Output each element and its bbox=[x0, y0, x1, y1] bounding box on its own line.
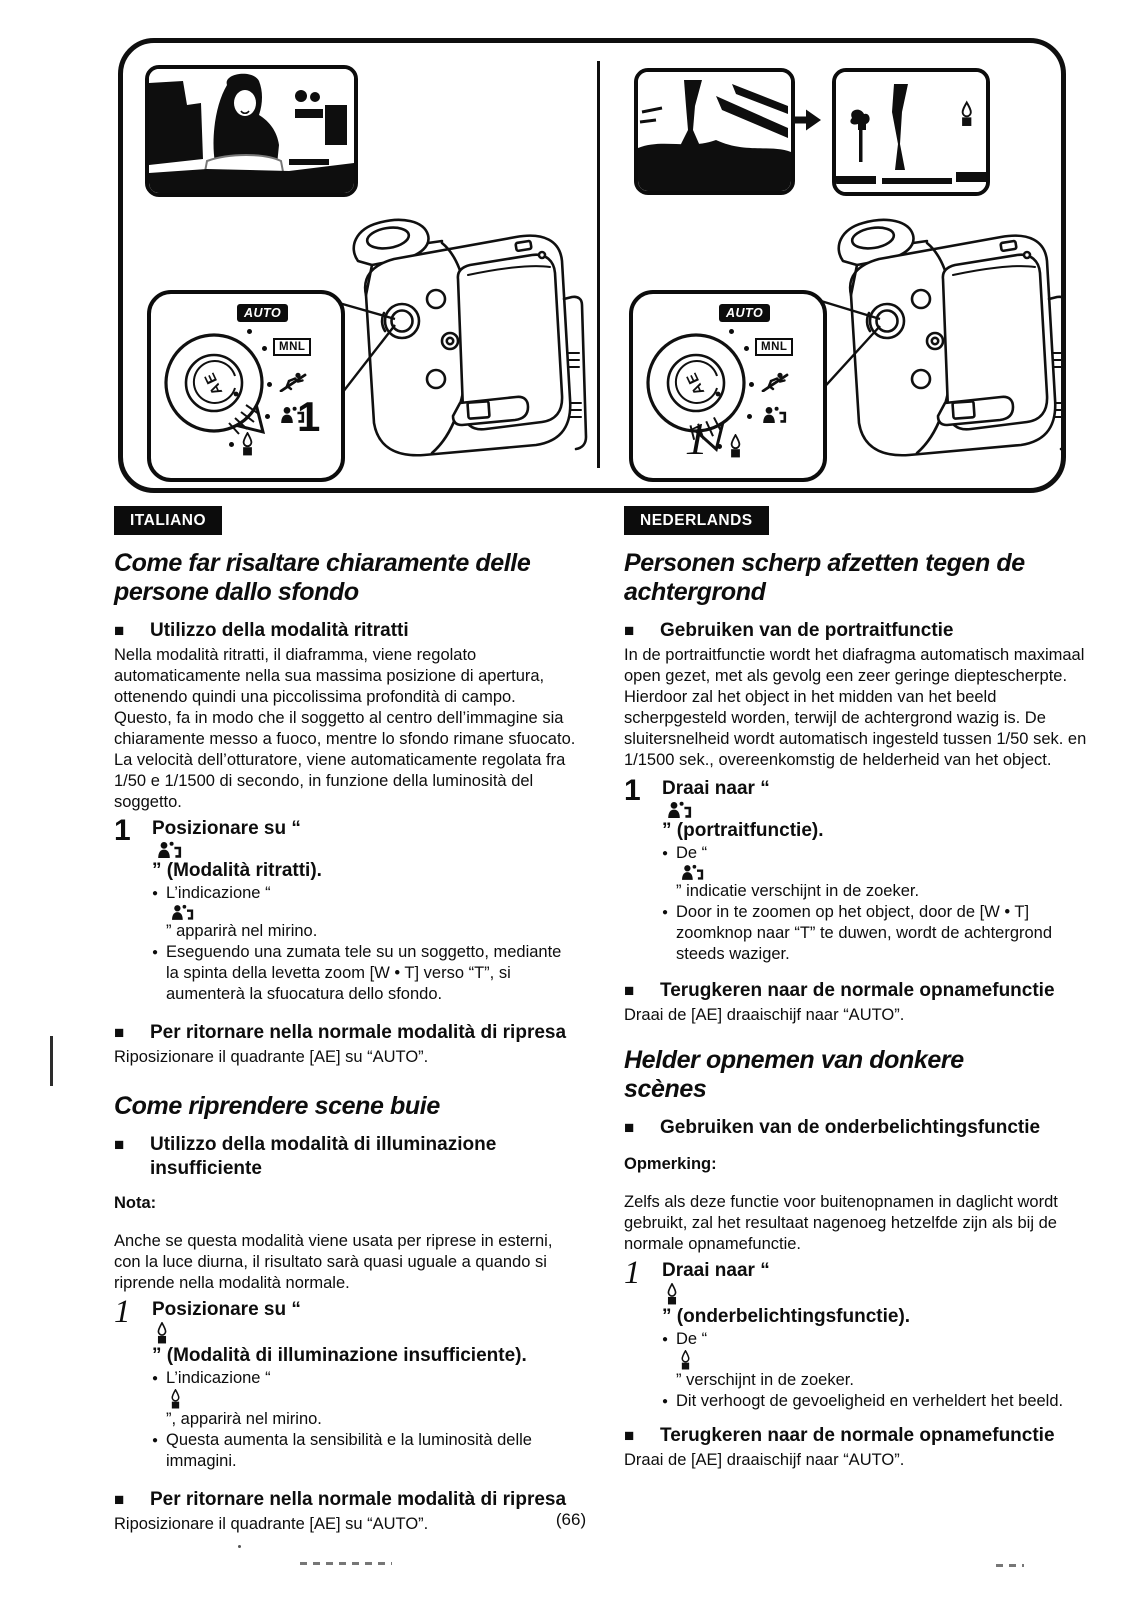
dial-dot bbox=[247, 329, 252, 334]
portrait-mode-icon bbox=[170, 904, 194, 921]
ae-dial-label: AE bbox=[200, 368, 227, 398]
bullet-item: ● L’indicazione “ ”, apparirà nel mirino. bbox=[152, 1368, 578, 1430]
step-1 bbox=[624, 1254, 1088, 1412]
lowlight-mode-icon bbox=[241, 432, 254, 456]
step-instruction: Draai naar “ ” (portraitfunctie). bbox=[662, 778, 824, 841]
note-body: Zelfs als deze functie voor buitenopnamen in daglicht wordt gebruikt, zal het resultaat nagenoeg hetzelfde zijn als bij de normale opnamefunctie. bbox=[624, 1192, 1058, 1253]
scan-margin-tick bbox=[50, 1036, 53, 1086]
scan-speck bbox=[238, 1545, 241, 1548]
section-title: Come far risaltare chiaramente delle persone dallo sfondo bbox=[114, 549, 531, 606]
bullet-item: ● De “ ” indicatie verschijnt in de zoeker. bbox=[662, 843, 1088, 902]
dial-dot bbox=[229, 442, 234, 447]
bullet-item: ● Door in te zoomen op het object, door de [W • T] zoomknop naar “T” te duwen, wordt de achtergrond steeds waziger. bbox=[662, 902, 1088, 965]
dial-dot bbox=[717, 444, 722, 449]
section-title: Come riprendere scene buie bbox=[114, 1092, 440, 1120]
step-instruction: Posizionare su “ ” (Modalità ritratti). bbox=[152, 818, 322, 881]
section-title: Helder opnemen van donkere scènes bbox=[624, 1046, 964, 1103]
sports-mode-icon bbox=[279, 372, 307, 392]
subsection-heading: ■ Utilizzo della modalità di illuminazione insufficiente bbox=[114, 1133, 578, 1181]
bullet-item: ● De “ ” verschijnt in de zoeker. bbox=[662, 1329, 1088, 1391]
step-instruction: Posizionare su “ ” (Modalità di illuminazione insufficiente). bbox=[152, 1298, 527, 1366]
figure-step-number: 1 bbox=[685, 413, 708, 464]
subsection-heading: ■ Gebruiken van de onderbelichtingsfunctie bbox=[624, 1116, 1088, 1140]
language-badge-nederlands: NEDERLANDS bbox=[624, 506, 769, 535]
bullet-item: ● Eseguendo una zumata tele su un soggetto, mediante la spinta della levetta zoom [W • T] verso “T”, si aumenterà la sfuocatura dello sfondo. bbox=[152, 942, 578, 1005]
lowlight-mode-icon bbox=[666, 1283, 678, 1305]
return-heading: ■ Terugkeren naar de normale opnamefunctie bbox=[624, 1424, 1088, 1448]
return-body: Draai de [AE] draaischijf naar “AUTO”. bbox=[624, 1006, 905, 1024]
note-body: Anche se questa modalità viene usata per riprese in esterni, con la luce diurna, il risultato sarà quasi uguale a quando si riprende nella modalità normale. bbox=[114, 1231, 553, 1292]
dial-dot bbox=[265, 414, 270, 419]
section-title: Personen scherp afzetten tegen de achtergrond bbox=[624, 549, 1025, 606]
step-number: 1 bbox=[114, 1293, 131, 1330]
dial-dot bbox=[749, 382, 754, 387]
italian-column bbox=[114, 506, 578, 1539]
dutch-column bbox=[624, 506, 1088, 1475]
lowlight-mode-icon bbox=[729, 434, 742, 458]
language-badge-italiano: ITALIANO bbox=[114, 506, 222, 535]
dial-auto-label: AUTO bbox=[237, 304, 288, 322]
step-1 bbox=[114, 1293, 578, 1472]
step-1 bbox=[624, 774, 1088, 965]
portrait-mode-icon bbox=[666, 801, 692, 819]
dial-dot bbox=[747, 414, 752, 419]
return-body: Riposizionare il quadrante [AE] su “AUTO”. bbox=[114, 1514, 429, 1533]
figure-step-number: 1 bbox=[297, 393, 321, 440]
page-number: (66) bbox=[555, 1510, 587, 1529]
step-number: 1 bbox=[624, 1254, 641, 1291]
lowlight-mode-icon bbox=[680, 1350, 691, 1370]
dial-mnl-label: MNL bbox=[755, 338, 793, 356]
subsection-heading: ■ Utilizzo della modalità ritratti bbox=[114, 619, 578, 643]
scan-cutoff-text-left bbox=[300, 1562, 392, 1565]
dial-dot bbox=[744, 346, 749, 351]
portrait-mode-icon bbox=[761, 406, 787, 424]
step-number: 1 bbox=[114, 814, 131, 847]
return-heading: ■ Per ritornare nella normale modalità di ripresa bbox=[114, 1488, 578, 1512]
bullet-item: ● L’indicazione “ ” apparirà nel mirino. bbox=[152, 883, 578, 942]
figure-panel bbox=[118, 38, 1066, 493]
bullet-item: ● Questa aumenta la sensibilità e la luminosità delle immagini. bbox=[152, 1430, 578, 1472]
dial-dot bbox=[729, 329, 734, 334]
note-label: Opmerking: bbox=[624, 1155, 717, 1173]
dial-dot bbox=[267, 382, 272, 387]
step-instruction: Draai naar “ ” (onderbelichtingsfunctie). bbox=[662, 1259, 911, 1327]
return-body: Draai de [AE] draaischijf naar “AUTO”. bbox=[624, 1450, 905, 1469]
lowlight-mode-icon bbox=[170, 1389, 181, 1409]
step-1 bbox=[114, 814, 578, 1005]
subsection-heading: ■ Gebruiken van de portraitfunctie bbox=[624, 619, 1088, 643]
lowlight-mode-icon bbox=[156, 1322, 168, 1344]
mode-dial-inset-right bbox=[629, 290, 827, 482]
dial-mnl-label: MNL bbox=[273, 338, 311, 356]
sports-mode-icon bbox=[761, 372, 789, 392]
portrait-mode-icon bbox=[680, 864, 704, 881]
return-heading: ■ Terugkeren naar de normale opnamefunctie bbox=[624, 979, 1088, 1003]
return-body: Riposizionare il quadrante [AE] su “AUTO”. bbox=[114, 1048, 429, 1066]
dial-dot bbox=[262, 346, 267, 351]
return-heading: ■ Per ritornare nella normale modalità di ripresa bbox=[114, 1021, 578, 1045]
step-number: 1 bbox=[624, 774, 641, 807]
portrait-mode-icon bbox=[156, 841, 182, 859]
mode-dial-inset-left bbox=[147, 290, 345, 482]
body-paragraph: In de portraitfunctie wordt het diafragma automatisch maximaal open gezet, met als gevolg een zeer geringe dieptescherpte. Hierdoor zal het object in het midden van het beeld scherpgesteld worden, terwijl de achtergrond wazig is. De sluitersnelheid wordt automatisch ingesteld tussen 1/50 sek. en 1/1500 sek., overeenkomstig de helderheid van het object. bbox=[624, 646, 1087, 769]
body-paragraph: Nella modalità ritratti, il diaframma, viene regolato automaticamente nella sua massima posizione di apertura, ottenendo quindi una piccolissima profondità di campo. Questo, fa in modo che il soggetto al centro dell’immagine sia chiaramente messo a fuoco, mentre lo sfondo rimane sfuocato. La velocità dell’otturatore, viene automaticamente regolata fra 1/50 e 1/1500 di secondo, in funzione della luminosità del soggetto. bbox=[114, 646, 576, 811]
note-label: Nota: bbox=[114, 1194, 157, 1212]
bullet-item: ● Dit verhoogt de gevoeligheid en verheldert het beeld. bbox=[662, 1391, 1088, 1412]
dial-auto-label: AUTO bbox=[719, 304, 770, 322]
scan-cutoff-text-right bbox=[996, 1564, 1024, 1567]
ae-dial-label: AE bbox=[682, 368, 709, 398]
